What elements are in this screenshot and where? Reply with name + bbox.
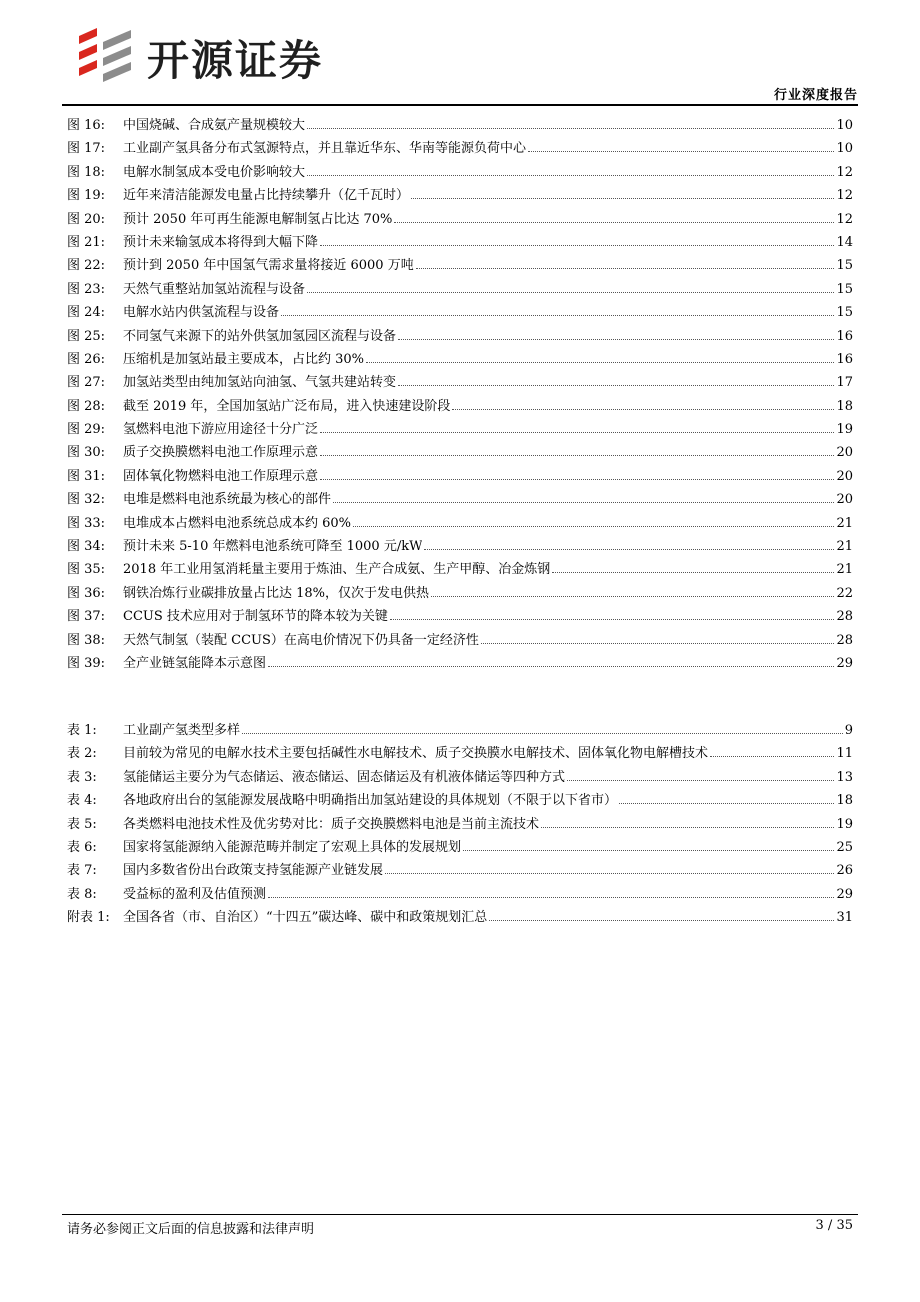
- toc-entry[interactable]: [67, 371, 853, 394]
- toc-leader-dots: [394, 213, 834, 222]
- toc-entry-page: 21: [836, 562, 853, 578]
- toc-entry-page: 16: [836, 328, 853, 344]
- toc-leader-dots: [320, 470, 834, 479]
- toc-entry-title: 质子交换膜燃料电池工作原理示意: [123, 445, 319, 461]
- toc-entry-label: 图 25:: [67, 328, 106, 344]
- toc-entry-title: 工业副产氢具备分布式氢源特点，并且靠近华东、华南等能源负荷中心: [123, 141, 527, 157]
- toc-entry-page: 29: [836, 886, 853, 902]
- toc-entry-label: 图 17:: [67, 141, 106, 157]
- toc-entry[interactable]: [67, 629, 853, 652]
- toc-leader-dots: [320, 237, 834, 246]
- toc-entry[interactable]: [67, 719, 853, 742]
- toc-entry-title: 预计未来输氢成本将得到大幅下降: [123, 234, 319, 250]
- toc-entry[interactable]: [67, 231, 853, 254]
- footer-divider: [62, 1214, 858, 1215]
- toc-entry-page: 28: [836, 632, 853, 648]
- toc-entry[interactable]: [67, 325, 853, 348]
- toc-entry-page: 20: [836, 445, 853, 461]
- toc-leader-dots: [528, 143, 834, 152]
- toc-entry-title: 天然气制氢（装配 CCUS）在高电价情况下仍具备一定经济性: [123, 632, 479, 648]
- toc-entry-title: 各地政府出台的氢能源发展战略中明确指出加氢站建设的具体规划（不限于以下省市）: [123, 793, 618, 809]
- toc-leader-dots: [481, 634, 835, 643]
- toc-entry[interactable]: [67, 278, 853, 301]
- toc-entry-page: 9: [844, 723, 853, 738]
- toc-entry-page: 11: [836, 746, 853, 762]
- toc-entry-title: 中国烧碱、合成氨产量规模较大: [123, 118, 306, 133]
- toc-entry-label: 图 29:: [67, 422, 106, 438]
- toc-entry-title: 固体氧化物燃料电池工作原理示意: [123, 468, 319, 484]
- toc-entry-label: 图 33:: [67, 515, 106, 531]
- toc-entry-page: 26: [836, 863, 853, 879]
- toc-entry[interactable]: [67, 488, 853, 511]
- figure-index: [67, 114, 853, 675]
- toc-entry-label: 图 16:: [67, 118, 106, 133]
- toc-entry-label: 表 1:: [67, 723, 97, 738]
- toc-entry[interactable]: [67, 535, 853, 558]
- toc-leader-dots: [541, 818, 834, 827]
- toc-entry[interactable]: [67, 301, 853, 324]
- kaiyuan-logo-icon: [75, 22, 135, 84]
- toc-entry-label: 图 19:: [67, 188, 106, 204]
- toc-entry[interactable]: [67, 184, 853, 207]
- toc-entry-label: 图 24:: [67, 305, 106, 321]
- toc-entry-label: 图 39:: [67, 655, 106, 671]
- toc-entry-label: 图 34:: [67, 539, 106, 555]
- toc-entry-page: 20: [836, 468, 853, 484]
- toc-entry[interactable]: [67, 418, 853, 441]
- toc-entry-page: 18: [836, 398, 853, 414]
- toc-leader-dots: [424, 541, 834, 550]
- toc-entry[interactable]: [67, 114, 853, 137]
- toc-entry-title: 近年来清洁能源发电量占比持续攀升（亿千瓦时）: [123, 188, 410, 204]
- toc-leader-dots: [398, 377, 834, 386]
- toc-entry-label: 附表 1:: [67, 910, 110, 926]
- toc-leader-dots: [489, 912, 834, 921]
- toc-entry-page: 10: [836, 118, 853, 133]
- toc-leader-dots: [452, 400, 834, 409]
- toc-entry-label: 表 3:: [67, 769, 97, 785]
- toc-entry-page: 21: [836, 539, 853, 555]
- toc-entry-page: 16: [836, 351, 853, 367]
- toc-entry-title: 天然气重整站加氢站流程与设备: [123, 281, 306, 297]
- toc-leader-dots: [552, 564, 834, 573]
- toc-entry-label: 图 35:: [67, 562, 106, 578]
- toc-entry-page: 14: [836, 234, 853, 250]
- toc-leader-dots: [242, 725, 843, 734]
- toc-entry-title: 预计到 2050 年中国氢气需求量将接近 6000 万吨: [123, 258, 414, 274]
- toc-entry-title: 2018 年工业用氢消耗量主要用于炼油、生产合成氨、生产甲醇、冶金炼钢: [123, 562, 551, 578]
- toc-entry-label: 图 23:: [67, 281, 106, 297]
- toc-leader-dots: [416, 260, 835, 269]
- toc-leader-dots: [333, 494, 834, 503]
- toc-leader-dots: [567, 771, 834, 780]
- toc-entry-title: 预计 2050 年可再生能源电解制氢占比达 70%: [123, 211, 393, 227]
- toc-entry-page: 12: [836, 188, 853, 204]
- toc-entry-title: 全国各省（市、自治区）“十四五”碳达峰、碳中和政策规划汇总: [123, 910, 488, 926]
- company-logo: [75, 22, 355, 84]
- toc-entry-page: 29: [836, 655, 853, 671]
- toc-entry-label: 图 22:: [67, 258, 106, 274]
- toc-entry-label: 图 37:: [67, 609, 106, 625]
- toc-entry[interactable]: [67, 789, 853, 812]
- toc-entry-title: 各类燃料电池技术性及优劣势对比：质子交换膜燃料电池是当前主流技术: [123, 816, 540, 832]
- toc-entry[interactable]: [67, 558, 853, 581]
- toc-leader-dots: [268, 888, 834, 897]
- toc-entry-page: 10: [836, 141, 853, 157]
- toc-entry-page: 12: [836, 164, 853, 180]
- toc-entry-label: 表 8:: [67, 886, 97, 902]
- toc-entry-title: 压缩机是加氢站最主要成本，占比约 30%: [123, 351, 365, 367]
- toc-entry[interactable]: [67, 605, 853, 628]
- page-header: [0, 0, 920, 110]
- toc-entry-title: 全产业链氢能降本示意图: [123, 655, 267, 671]
- toc-leader-dots: [353, 517, 834, 526]
- toc-entry-label: 图 21:: [67, 234, 106, 250]
- toc-entry-label: 图 20:: [67, 211, 106, 227]
- header-divider: [62, 104, 858, 106]
- toc-entry-page: 19: [836, 816, 853, 832]
- toc-entry-title: 电解水制氢成本受电价影响较大: [123, 164, 306, 180]
- toc-entry-label: 图 27:: [67, 375, 106, 391]
- toc-entry-label: 表 7:: [67, 863, 97, 879]
- report-type: 行业深度报告: [773, 88, 858, 103]
- toc-leader-dots: [366, 353, 834, 362]
- toc-leader-dots: [307, 283, 834, 292]
- toc-entry-label: 表 5:: [67, 816, 97, 832]
- toc-entry-page: 25: [836, 839, 853, 855]
- toc-entry[interactable]: [67, 137, 853, 160]
- toc-leader-dots: [385, 865, 834, 874]
- toc-entry-title: CCUS 技术应用对于制氢环节的降本较为关键: [123, 609, 388, 625]
- toc-entry-title: 钢铁冶炼行业碳排放量占比达 18%，仅次于发电供热: [123, 585, 430, 601]
- toc-entry-page: 15: [836, 305, 853, 321]
- toc-entry-page: 18: [836, 793, 853, 809]
- toc-entry-title: 受益标的盈利及估值预测: [123, 886, 267, 902]
- toc-entry[interactable]: [67, 906, 853, 929]
- toc-entry[interactable]: [67, 395, 853, 418]
- toc-entry[interactable]: [67, 348, 853, 371]
- toc-entry[interactable]: [67, 836, 853, 859]
- toc-entry[interactable]: [67, 766, 853, 789]
- toc-entry[interactable]: [67, 813, 853, 836]
- toc-entry-page: 12: [836, 211, 853, 227]
- toc-entry-label: 表 2:: [67, 746, 97, 762]
- toc-entry-title: 氢燃料电池下游应用途径十分广泛: [123, 422, 319, 438]
- toc-entry-label: 图 32:: [67, 492, 106, 508]
- toc-leader-dots: [307, 120, 834, 129]
- toc-entry[interactable]: [67, 512, 853, 535]
- toc-entry-page: 15: [836, 281, 853, 297]
- toc-entry[interactable]: [67, 208, 853, 231]
- toc-leader-dots: [307, 166, 834, 175]
- toc-entry-label: 图 18:: [67, 164, 106, 180]
- toc-entry-page: 15: [836, 258, 853, 274]
- toc-leader-dots: [710, 748, 834, 757]
- toc-entry[interactable]: [67, 883, 853, 906]
- toc-entry-title: 预计未来 5-10 年燃料电池系统可降至 1000 元/kW: [123, 539, 423, 555]
- toc-entry-label: 图 36:: [67, 585, 106, 601]
- company-name: 开源证券: [147, 36, 324, 85]
- table-index: [67, 719, 853, 930]
- toc-entry[interactable]: [67, 465, 853, 488]
- toc-entry[interactable]: [67, 859, 853, 882]
- page-indicator: 3 / 35: [815, 1218, 853, 1233]
- toc-entry-title: 电解水站内供氢流程与设备: [123, 305, 280, 321]
- toc-entry-title: 不同氢气来源下的站外供氢加氢园区流程与设备: [123, 328, 397, 344]
- toc-leader-dots: [320, 424, 834, 433]
- toc-entry-title: 加氢站类型由纯加氢站向油氢、气氢共建站转变: [123, 375, 397, 391]
- toc-entry-page: 19: [836, 422, 853, 438]
- toc-leader-dots: [398, 330, 834, 339]
- toc-entry-label: 图 28:: [67, 398, 106, 414]
- toc-leader-dots: [619, 795, 834, 804]
- toc-entry-label: 图 30:: [67, 445, 106, 461]
- toc-entry-label: 图 38:: [67, 632, 106, 648]
- toc-leader-dots: [463, 842, 834, 851]
- toc-leader-dots: [320, 447, 834, 456]
- toc-entry-page: 13: [836, 769, 853, 785]
- toc-entry-title: 截至 2019 年，全国加氢站广泛布局，进入快速建设阶段: [123, 398, 451, 414]
- toc-entry-label: 表 6:: [67, 839, 97, 855]
- toc-leader-dots: [390, 611, 835, 620]
- toc-entry-page: 21: [836, 515, 853, 531]
- toc-entry-title: 国内多数省份出台政策支持氢能源产业链发展: [123, 863, 384, 879]
- toc-leader-dots: [268, 658, 834, 667]
- toc-leader-dots: [281, 307, 834, 316]
- toc-entry-title: 电堆成本占燃料电池系统总成本约 60%: [123, 515, 352, 531]
- toc-entry[interactable]: [67, 652, 853, 675]
- toc-entry-label: 表 4:: [67, 793, 97, 809]
- toc-entry-label: 图 26:: [67, 351, 106, 367]
- toc-entry[interactable]: [67, 254, 853, 277]
- toc-entry[interactable]: [67, 441, 853, 464]
- toc-entry-page: 28: [836, 609, 853, 625]
- toc-entry-label: 图 31:: [67, 468, 106, 484]
- toc-leader-dots: [411, 190, 834, 199]
- footer-disclaimer: 请务必参阅正文后面的信息披露和法律声明: [67, 1222, 315, 1237]
- toc-entry-title: 工业副产氢类型多样: [123, 723, 241, 738]
- toc-entry-title: 目前较为常见的电解水技术主要包括碱性水电解技术、质子交换膜水电解技术、固体氧化物电解槽技术: [123, 746, 709, 762]
- toc-entry-page: 22: [836, 585, 853, 601]
- toc-entry[interactable]: [67, 742, 853, 765]
- toc-entry-page: 31: [836, 910, 853, 926]
- toc-leader-dots: [431, 587, 834, 596]
- toc-entry-title: 国家将氢能源纳入能源范畴并制定了宏观上具体的发展规划: [123, 839, 462, 855]
- toc-entry-title: 氢能储运主要分为气态储运、液态储运、固态储运及有机液体储运等四种方式: [123, 769, 566, 785]
- toc-entry[interactable]: [67, 161, 853, 184]
- toc-entry[interactable]: [67, 582, 853, 605]
- toc-entry-title: 电堆是燃料电池系统最为核心的部件: [123, 492, 332, 508]
- toc-entry-page: 20: [836, 492, 853, 508]
- toc-entry-page: 17: [836, 375, 853, 391]
